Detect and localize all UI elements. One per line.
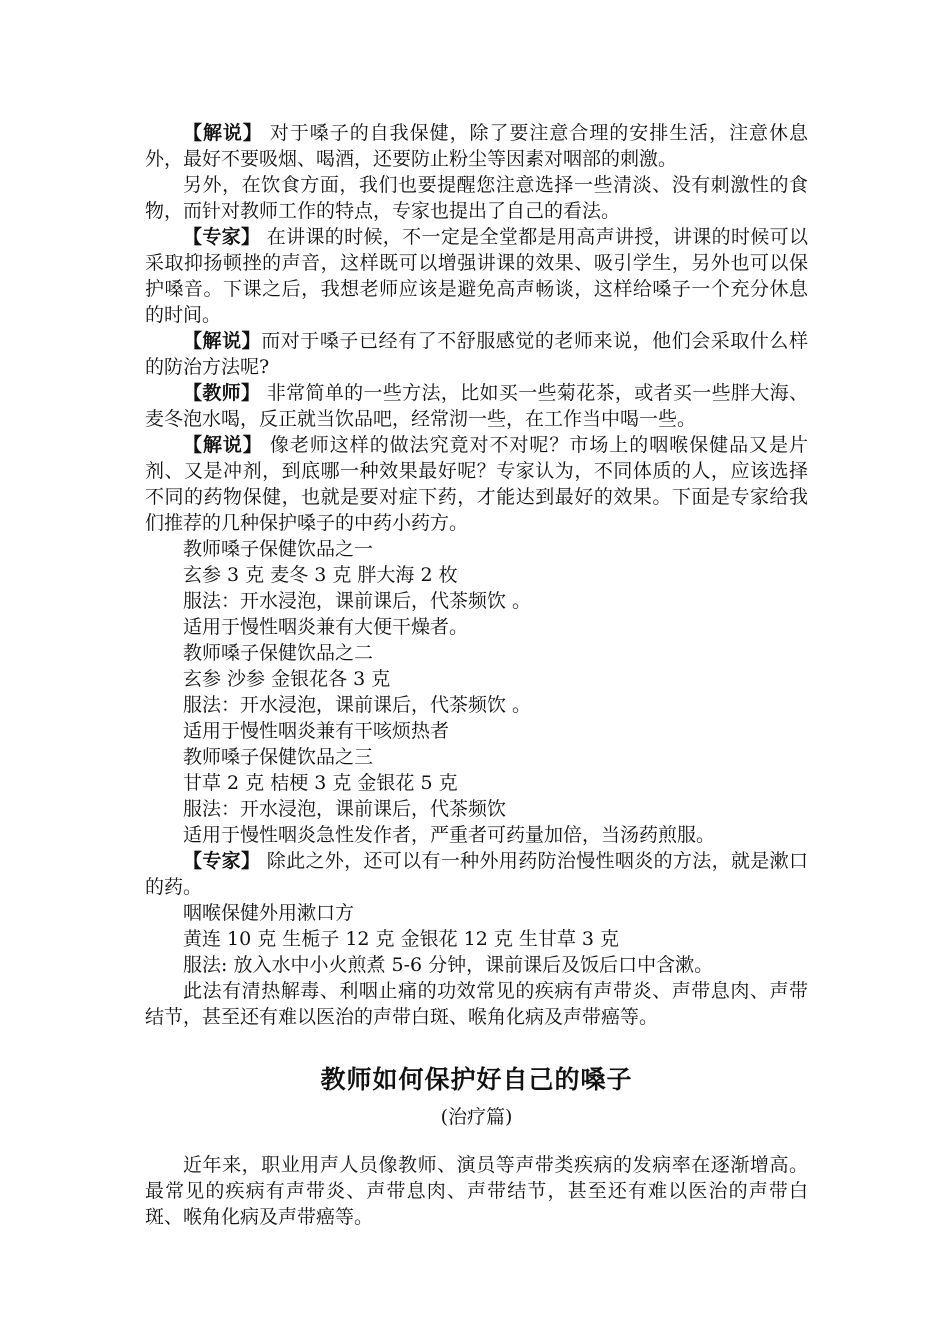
paragraph-text: 而对于嗓子已经有了不舒服感觉的老师来说，他们会采取什么样的防治方法呢? (145, 330, 808, 378)
paragraph-text: 非常简单的一些方法，比如买一些菊花茶，或者买一些胖大海、麦冬泡水喝，反正就当饮品吧，经常沏一些，在工作当中喝一些。 (145, 382, 808, 430)
recipe-heading-3: 教师嗓子保健饮品之三 (183, 746, 374, 768)
paragraph-text: 另外，在饮食方面，我们也要提醒您注意选择一些清淡、没有刺激性的食物，而针对教师工作的特点，专家也提出了自己的看法。 (145, 174, 808, 222)
paragraph-text: 除此之外，还可以有一种外用药防治慢性咽炎的方法，就是漱口的药。 (145, 850, 808, 898)
recipe-indication-2: 适用于慢性咽炎兼有干咳烦热者 (183, 720, 450, 742)
recipe-ingredients-3: 甘草 2 克 桔梗 3 克 金银花 5 克 (183, 772, 458, 794)
recipe-usage-2: 服法：开水浸泡，课前课后，代茶频饮 。 (183, 694, 532, 716)
paragraph-text: 在讲课的时候，不一定是全堂都是用高声讲授，讲课的时候可以采取抑扬顿挫的声音，这样既可以增强讲课的效果、吸引学生，另外也可以保护嗓音。下课之后，我想老师应该是避免高声畅谈，这样给嗓子一个充分休息的时间。 (145, 226, 808, 326)
gargle-heading: 咽喉保健外用漱口方 (183, 902, 355, 924)
paragraph-text: 对于嗓子的自我保健，除了要注意合理的安排生活，注意休息外，最好不要吸烟、喝酒，还要防止粉尘等因素对咽部的刺激。 (145, 122, 808, 170)
gargle-ingredients: 黄连 10 克 生栀子 12 克 金银花 12 克 生甘草 3 克 (183, 928, 620, 950)
recipe-usage-1: 服法：开水浸泡，课前课后，代茶频饮 。 (183, 590, 532, 612)
paragraph-expert-1 (145, 224, 808, 328)
article-title: 教师如何保护好自己的嗓子 (320, 1065, 633, 1094)
paragraph-intro: 近年来，职业用声人员像教师、演员等声带类疾病的发病率在逐渐增高。最常见的疾病有声带炎、声带息肉、声带结节，甚至还有难以医治的声带白斑、喉角化病及声带癌等。 (145, 1154, 808, 1228)
paragraph-effect: 此法有清热解毒、利咽止痛的功效常见的疾病有声带炎、声带息肉、声带结节，甚至还有难以医治的声带白斑、喉角化病及声带癌等。 (145, 980, 808, 1028)
speaker-tag: 【解说】 (183, 330, 262, 352)
recipe-indication-1: 适用于慢性咽炎兼有大便干燥者。 (183, 616, 469, 638)
article-subtitle: (治疗篇) (440, 1106, 513, 1128)
paragraph-commentary-3 (145, 432, 808, 536)
recipe-ingredients-1: 玄参 3 克 麦冬 3 克 胖大海 2 枚 (183, 564, 458, 586)
paragraph-teacher (145, 380, 808, 432)
speaker-tag: 【专家】 (183, 850, 261, 872)
recipe-usage-3: 服法：开水浸泡，课前课后，代茶频饮 (183, 798, 507, 820)
paragraph-commentary-1 (145, 120, 808, 172)
speaker-tag: 【解说】 (183, 122, 263, 144)
speaker-tag: 【教师】 (183, 382, 261, 404)
recipe-heading-1: 教师嗓子保健饮品之一 (183, 538, 374, 560)
paragraph-text: 像老师这样的做法究竟对不对呢？市场上的咽喉保健品又是片剂、又是冲剂，到底哪一种效果最好呢？专家认为，不同体质的人，应该选择不同的药物保健，也就是要对症下药，才能达到最好的效果。下面是专家给我们推荐的几种保护嗓子的中药小药方。 (145, 434, 808, 534)
recipe-indication-3: 适用于慢性咽炎急性发作者，严重者可药量加倍，当汤药煎服。 (183, 824, 716, 846)
paragraph-expert-2 (145, 848, 808, 900)
speaker-tag: 【解说】 (183, 434, 263, 456)
recipe-ingredients-2: 玄参 沙参 金银花各 3 克 (183, 668, 391, 690)
paragraph-diet (145, 172, 808, 224)
speaker-tag: 【专家】 (183, 226, 261, 248)
recipe-heading-2: 教师嗓子保健饮品之二 (183, 642, 374, 664)
gargle-usage: 服法: 放入水中小火煎煮 5-6 分钟，课前课后及饭后口中含漱。 (183, 954, 714, 976)
paragraph-commentary-2 (145, 328, 808, 380)
